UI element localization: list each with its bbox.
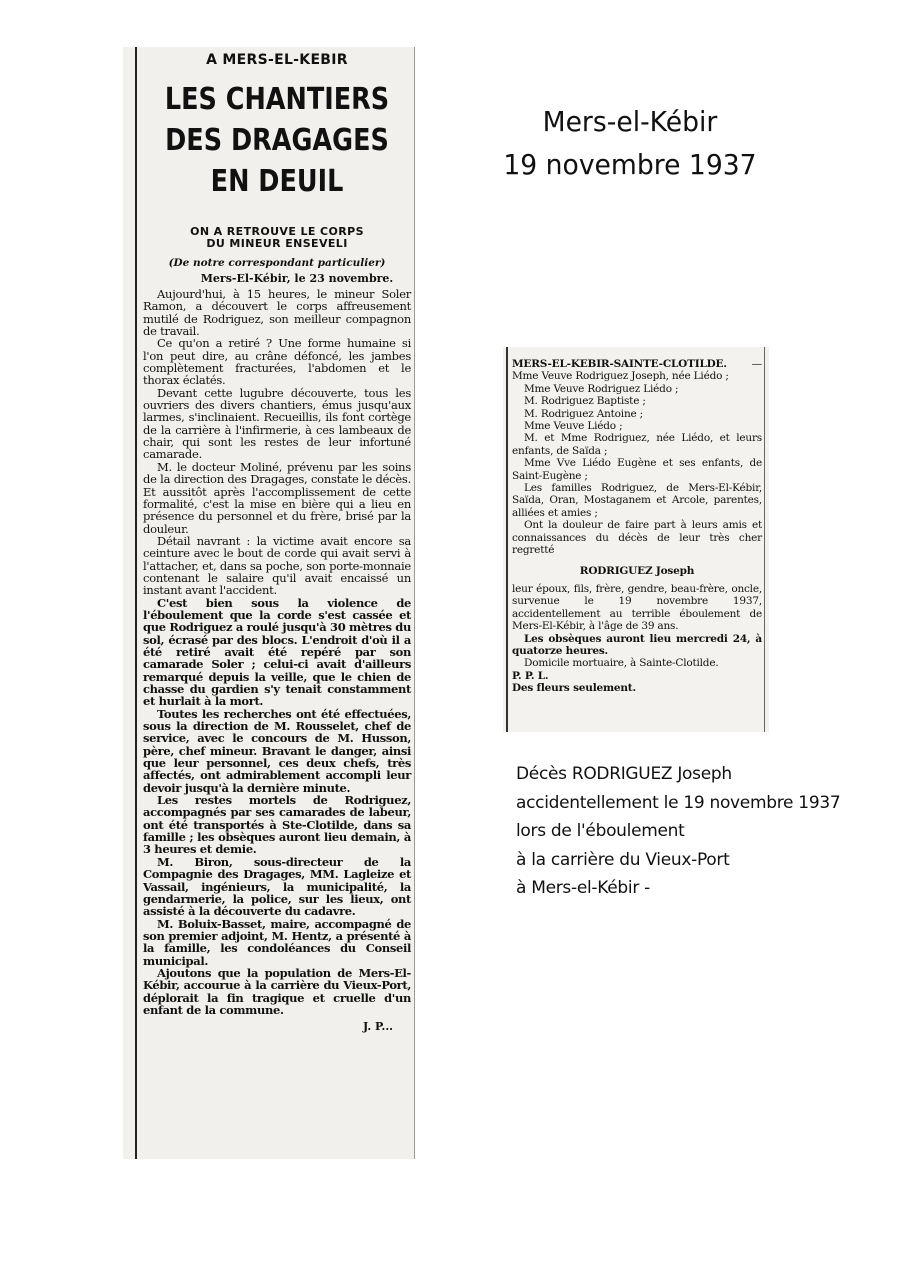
obituary-notice-clipping	[503, 347, 769, 732]
notice-opening	[512, 358, 762, 383]
notice-ppl: P. P. L.	[512, 669, 549, 682]
article-credit: (De notre correspondant particulier)	[168, 257, 386, 269]
article-paragraph: C'est bien sous la violence de l'éboulement que la corde s'est cassée et que Rodriguez a roulé jusqu'à 30 mètres du sol, écrasé par des blocs. L'endroit d'où il a été retiré avait été repéré par son camarade Soler ; celui-ci avait d'ailleurs remarqué depuis la veille, que le chien de chasse du gardien s'y tenait constamment et hurlait à la mort.	[143, 595, 411, 709]
caption-line: Décès RODRIGUEZ Joseph	[516, 764, 732, 784]
article-paragraph: Devant cette lugubre découverte, tous les ouvriers des divers chantiers, émus jusqu'aux larmes, s'inclinaient. Recueillis, ils font cortège de la carrière à l'infirmerie, à ces lambeaux de chair, qui sont les restes de leur infortuné camarade.	[143, 385, 411, 462]
notice-header: MERS-EL-KEBIR-SAINTE-CLOTILDE.	[512, 358, 727, 370]
notice-family-line: Les familles Rodriguez, de Mers-El-Kébir, Saïda, Oran, Mostaganem et Arcole, parentes, alliées et amies ;	[512, 482, 762, 519]
article-paragraph: Toutes les recherches ont été effectuées, sous la direction de M. Rousselet, chef de service, avec le concours de M. Husson, père, chef mineur. Bravant le danger, ainsi que leur personnel, ces deux chefs, très affectés, ont admirablement accompli leur devoir jusqu'à la dernière minute.	[143, 706, 411, 795]
caption-line: à Mers-el-Kébir -	[516, 878, 650, 898]
notice-family-line: M. Rodriguez Baptiste ;	[524, 395, 646, 408]
notice-intro: — Mme Veuve Rodriguez Joseph, née Liédo ;	[512, 358, 762, 383]
notice-rule-right	[764, 347, 765, 732]
article-paragraph: Aujourd'hui, à 15 heures, le mineur Soler Ramon, a découvert le corps affreusement mutilé de Rodriguez, son meilleur compagnon de travail.	[143, 287, 411, 339]
notice-family-line: M. et Mme Rodriguez, née Liédo, et leurs enfants, de Saïda ;	[512, 432, 762, 457]
notice-funeral: Les obsèques auront lieu mercredi 24, à quatorze heures.	[512, 632, 762, 657]
notice-residence: Domicile mortuaire, à Sainte-Clotilde.	[524, 657, 719, 670]
article-paragraph: Les restes mortels de Rodriguez, accompagnés par ses camarades de labeur, ont été transportés à Ste-Clotilde, dans sa famille ; les obsèques auront lieu demain, à 3 heures et demie.	[143, 793, 411, 857]
article-paragraph: Ajoutons que la population de Mers-El-Kébir, accourue à la carrière du Vieux-Port, déplorait la fin tragique et cruelle d'un enfant de la commune.	[143, 965, 411, 1017]
notice-deceased-name: RODRIGUEZ Joseph	[579, 564, 695, 577]
notice-family-line: M. Rodriguez Antoine ;	[524, 407, 644, 420]
notice-family-line: Ont la douleur de faire part à leurs amis et connaissances du décès de leur très cher regretté	[512, 519, 762, 557]
notice-rule-left	[506, 347, 508, 732]
notice-family-line: Mme Vve Liédo Eugène et ses enfants, de Saint-Eugène ;	[512, 457, 762, 482]
article-headline	[163, 79, 391, 202]
column-rule-right	[414, 47, 415, 1159]
caption-line: lors de l'éboulement	[516, 821, 685, 841]
handwritten-caption	[516, 760, 876, 903]
caption-line: accidentellement le 19 novembre 1937	[516, 792, 841, 813]
notice-family-line: Mme Veuve Liédo ;	[524, 420, 623, 433]
article-paragraph: M. le docteur Moliné, prévenu par les soins de la direction des Dragages, constate le décès. Et aussitôt après l'accomplissement de cette formalité, c'est la mise en bière qui a lieu en présence du personnel et du frère, brisé par la douleur.	[143, 459, 411, 536]
notice-details: leur époux, fils, frère, gendre, beau-frère, oncle, survenue le 19 novembre 1937, accidentellement au terrible éboulement de Mers-El-Kébir, à l'âge de 39 ans.	[512, 582, 762, 633]
article-paragraph: Détail navrant : la victime avait encore sa ceinture avec le bout de corde qui avait servi à l'attacher, et, dans sa poche, son porte-monnaie contenant le salaire qu'il avait encaissé un instant avant l'accident.	[143, 533, 411, 598]
article-paragraph: Ce qu'on a retiré ? Une forme humaine si l'on peut dire, au crâne défoncé, les jambes complètement fracturées, l'abdomen et le thorax éclatés.	[143, 336, 411, 388]
column-rule-left	[135, 47, 137, 1159]
article-dateline: Mers-El-Kébir, le 23 novembre.	[200, 272, 394, 285]
article-paragraph: M. Biron, sous-directeur de la Compagnie des Dragages, MM. Lagleize et Vassail, ingénieurs, la municipalité, la gendarmerie, la police, sur les lieux, ont assisté à la découverte du cadavre.	[143, 854, 411, 919]
place-date-heading	[450, 100, 811, 186]
article-content	[143, 47, 411, 1033]
heading-date: 19 novembre 1937	[503, 148, 757, 181]
notice-content	[512, 358, 762, 695]
notice-flowers: Des fleurs seulement.	[512, 682, 636, 695]
headline-line-2: DES DRAGAGES	[165, 123, 389, 158]
headline-line-3: EN DEUIL	[210, 164, 344, 199]
notice-family-line: Mme Veuve Rodriguez Liédo ;	[524, 382, 679, 395]
subhead-line-2: DU MINEUR ENSEVELI	[206, 237, 348, 250]
caption-line: à la carrière du Vieux-Port	[516, 849, 730, 870]
article-subhead	[143, 226, 411, 250]
article-body	[143, 288, 411, 1016]
article-kicker: A MERS-EL-KEBIR	[206, 52, 348, 68]
subhead-line-1: ON A RETROUVE LE CORPS	[190, 225, 364, 238]
article-signature: J. P...	[363, 1020, 393, 1034]
heading-place: Mers-el-Kébir	[542, 105, 718, 138]
article-paragraph: M. Boluix-Basset, maire, accompagné de son premier adjoint, M. Hentz, a présenté à la famille, les condoléances du Conseil municipal.	[143, 916, 411, 968]
headline-line-1: LES CHANTIERS	[164, 82, 390, 117]
newspaper-article-clipping	[123, 47, 415, 1159]
